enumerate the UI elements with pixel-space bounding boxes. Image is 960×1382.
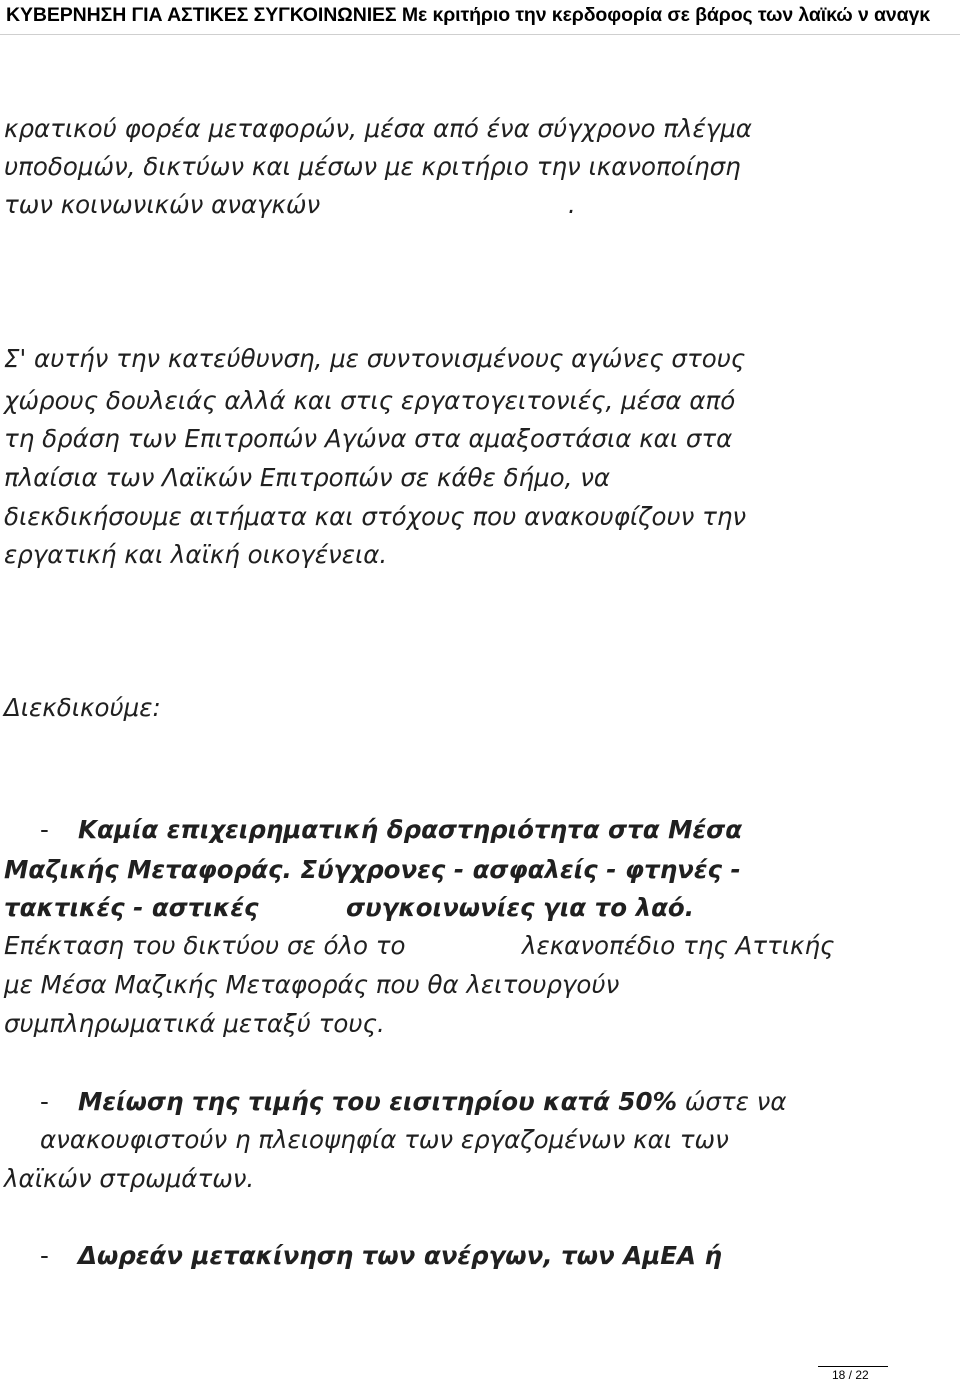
paragraph-1-line-3: των κοινωνικών αναγκών: [4, 190, 321, 219]
item-2-rest-text: ώστε να: [677, 1087, 787, 1116]
demands-heading: Διεκδικούμε:: [4, 693, 161, 722]
paragraph-2-line-4: πλαίσια των Λαϊκών Επιτροπών σε κάθε δήμο, να: [4, 463, 611, 492]
item-2-line-3: λαϊκών στρωμάτων.: [4, 1164, 255, 1193]
item-2-dash: -: [40, 1087, 49, 1116]
item-1-line-2: Μαζικής Μεταφοράς. Σύγχρονες - ασφαλείς - φτηνές -: [4, 855, 741, 884]
item-1-line-4b: λεκανοπέδιο της Αττικής: [522, 931, 835, 960]
paragraph-1-period: .: [568, 190, 576, 219]
paragraph-2-line-5: διεκδικήσουμε αιτήματα και στόχους που ανακουφίζουν την: [4, 502, 747, 531]
paragraph-1-line-2: υποδομών, δικτύων και μέσων με κριτήριο την ικανοποίηση: [4, 152, 741, 181]
paragraph-1-line-1: κρατικού φορέα μεταφορών, μέσα από ένα σύγχρονο πλέγμα: [4, 114, 752, 143]
item-2-line-2: ανακουφιστούν η πλειοψηφία των εργαζομένων και των: [40, 1125, 729, 1154]
item-1-line-3a: τακτικές - αστικές: [4, 893, 259, 922]
paragraph-2-line-1: Σ' αυτήν την κατεύθυνση, με συντονισμένους αγώνες στους: [4, 344, 746, 373]
item-2-line-1: [78, 1087, 787, 1117]
page-number: 18 / 22: [832, 1368, 869, 1382]
item-1-line-4a: Επέκταση του δικτύου σε όλο το: [4, 931, 406, 960]
item-3-dash: -: [40, 1241, 49, 1270]
item-1-line-1: Καμία επιχειρηματική δραστηριότητα στα Μέσα: [78, 815, 743, 844]
document-header: [0, 0, 960, 35]
paragraph-2-line-3: τη δράση των Επιτροπών Αγώνα στα αμαξοστάσια και στα: [4, 424, 733, 453]
item-3-line-1: Δωρεάν μετακίνηση των ανέργων, των ΑμΕΑ ή: [78, 1241, 722, 1270]
item-1-dash: -: [40, 815, 49, 844]
paragraph-2-line-2: χώρους δουλειάς αλλά και στις εργατογειτονιές, μέσα από: [4, 386, 736, 415]
item-1-line-6: συμπληρωματικά μεταξύ τους.: [4, 1009, 385, 1038]
footer-divider: [818, 1366, 888, 1367]
item-1-line-5: με Μέσα Μαζικής Μεταφοράς που θα λειτουργούν: [4, 970, 620, 999]
item-2-bold-text: Μείωση της τιμής του εισιτηρίου κατά 50%: [78, 1087, 678, 1116]
paragraph-2-line-6: εργατική και λαϊκή οικογένεια.: [4, 540, 388, 569]
header-title: ΚΥΒΕΡΝΗΣΗ ΓΙΑ ΑΣΤΙΚΕΣ ΣΥΓΚΟΙΝΩΝΙΕΣ Με κριτήριο την κερδοφορία σε βάρος των λαϊκώ ν αναγκ: [6, 4, 931, 26]
item-1-line-3b: συγκοινωνίες για το λαό.: [346, 893, 695, 922]
